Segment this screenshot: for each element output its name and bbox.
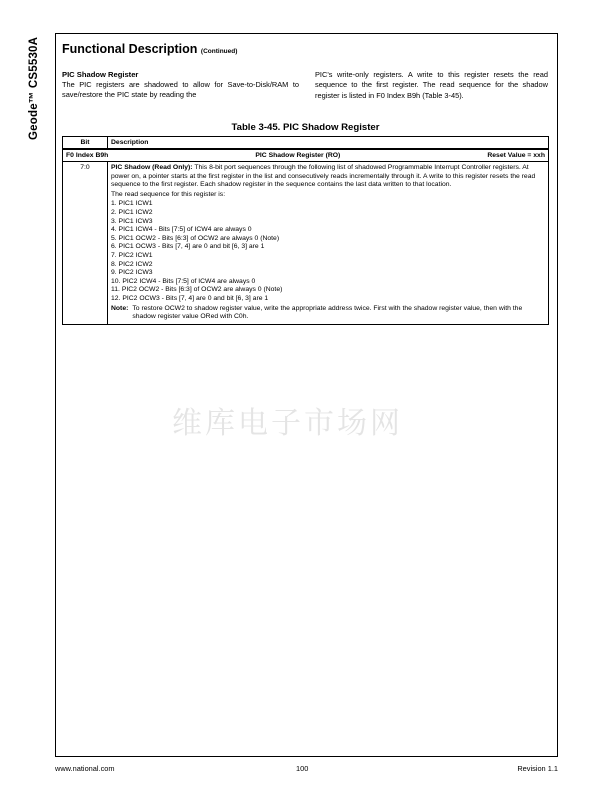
register-table: [62, 136, 549, 325]
list-item: 5. PIC1 OCW2 - Bits [6:3] of OCW2 are always 0 (Note): [111, 234, 280, 242]
list-item: 1. PIC1 ICW1: [111, 200, 153, 208]
field-name: PIC Shadow (Read Only):: [111, 164, 193, 171]
paragraph-column-left: The PIC registers are shadowed to allow for Save-to-Disk/RAM to save/restore the PIC state by reading the: [62, 80, 299, 100]
list-item: 4. PIC1 ICW4 - Bits [7:5] of ICW4 are always 0: [111, 226, 252, 234]
list-item: 10. PIC2 ICW4 - Bits [7:5] of ICW4 are always 0: [111, 277, 256, 285]
footer-revision: Revision 1.1: [517, 764, 558, 773]
list-item: 3. PIC1 ICW3: [111, 217, 153, 225]
list-item: 2. PIC1 ICW2: [111, 208, 153, 216]
paragraph-heading: PIC Shadow Register: [62, 70, 139, 79]
note-label: Note:: [111, 304, 129, 312]
list-item: 7. PIC2 ICW1: [111, 251, 153, 259]
list-item: 9. PIC2 ICW3: [111, 269, 153, 277]
section-title-text: Functional Description: [62, 42, 198, 56]
paragraph-column-right: PIC's write-only registers. A write to this register resets the read sequence to the first register. The read sequence for the shadow register is listed in F0 Index B9h (Table 3-45).: [315, 70, 548, 100]
register-name: PIC Shadow Register (RO): [255, 152, 341, 159]
header-bit: Bit: [63, 137, 108, 150]
section-subtitle: (Continued): [200, 48, 238, 55]
index-row: [63, 149, 549, 162]
table-title: Table 3-45. PIC Shadow Register: [231, 122, 380, 133]
watermark: 维库电子市场网: [172, 406, 403, 441]
note: [111, 305, 545, 322]
note-text: To restore OCW2 to shadow register value, write the appropriate address twice. First with the shadow register value, then with the shadow register value ORed with C0h.: [132, 304, 523, 321]
list-item: 6. PIC1 OCW3 - Bits [7, 4] are 0 and bit [6, 3] are 1: [111, 243, 265, 251]
side-product-label: Geode™ CS5530A: [28, 36, 40, 140]
footer-page-number: 100: [296, 764, 309, 773]
reset-value: Reset Value = xxh: [487, 152, 545, 159]
list-item: 12. PIC2 OCW3 - Bits [7, 4] are 0 and bit [6, 3] are 1: [111, 294, 269, 302]
footer-website: www.national.com: [55, 764, 115, 773]
description-cell: [108, 162, 549, 325]
header-description: Description: [108, 137, 549, 150]
section-title: [62, 42, 237, 56]
read-sequence-list: [111, 200, 545, 303]
table-header-row: [63, 137, 549, 150]
field-description: This 8-bit port sequences through the following list of shadowed Programmable Interrupt Controller registers. At power on, a pointer starts at the first register in the list and consecutively reads incrementally through it. A write to this register resets the read sequence to the first register. Each shadow register in the sequence contains the last data written to that location.: [111, 164, 536, 189]
register-index: F0 Index B9h: [66, 152, 109, 159]
list-item: 8. PIC2 ICW2: [111, 260, 153, 268]
sequence-intro: The read sequence for this register is:: [111, 190, 226, 198]
list-item: 11. PIC2 OCW2 - Bits [6:3] of OCW2 are always 0 (Note): [111, 286, 283, 294]
table-row: [63, 162, 549, 325]
description-paragraph: [111, 164, 545, 190]
bit-range: 7:0: [63, 162, 108, 325]
